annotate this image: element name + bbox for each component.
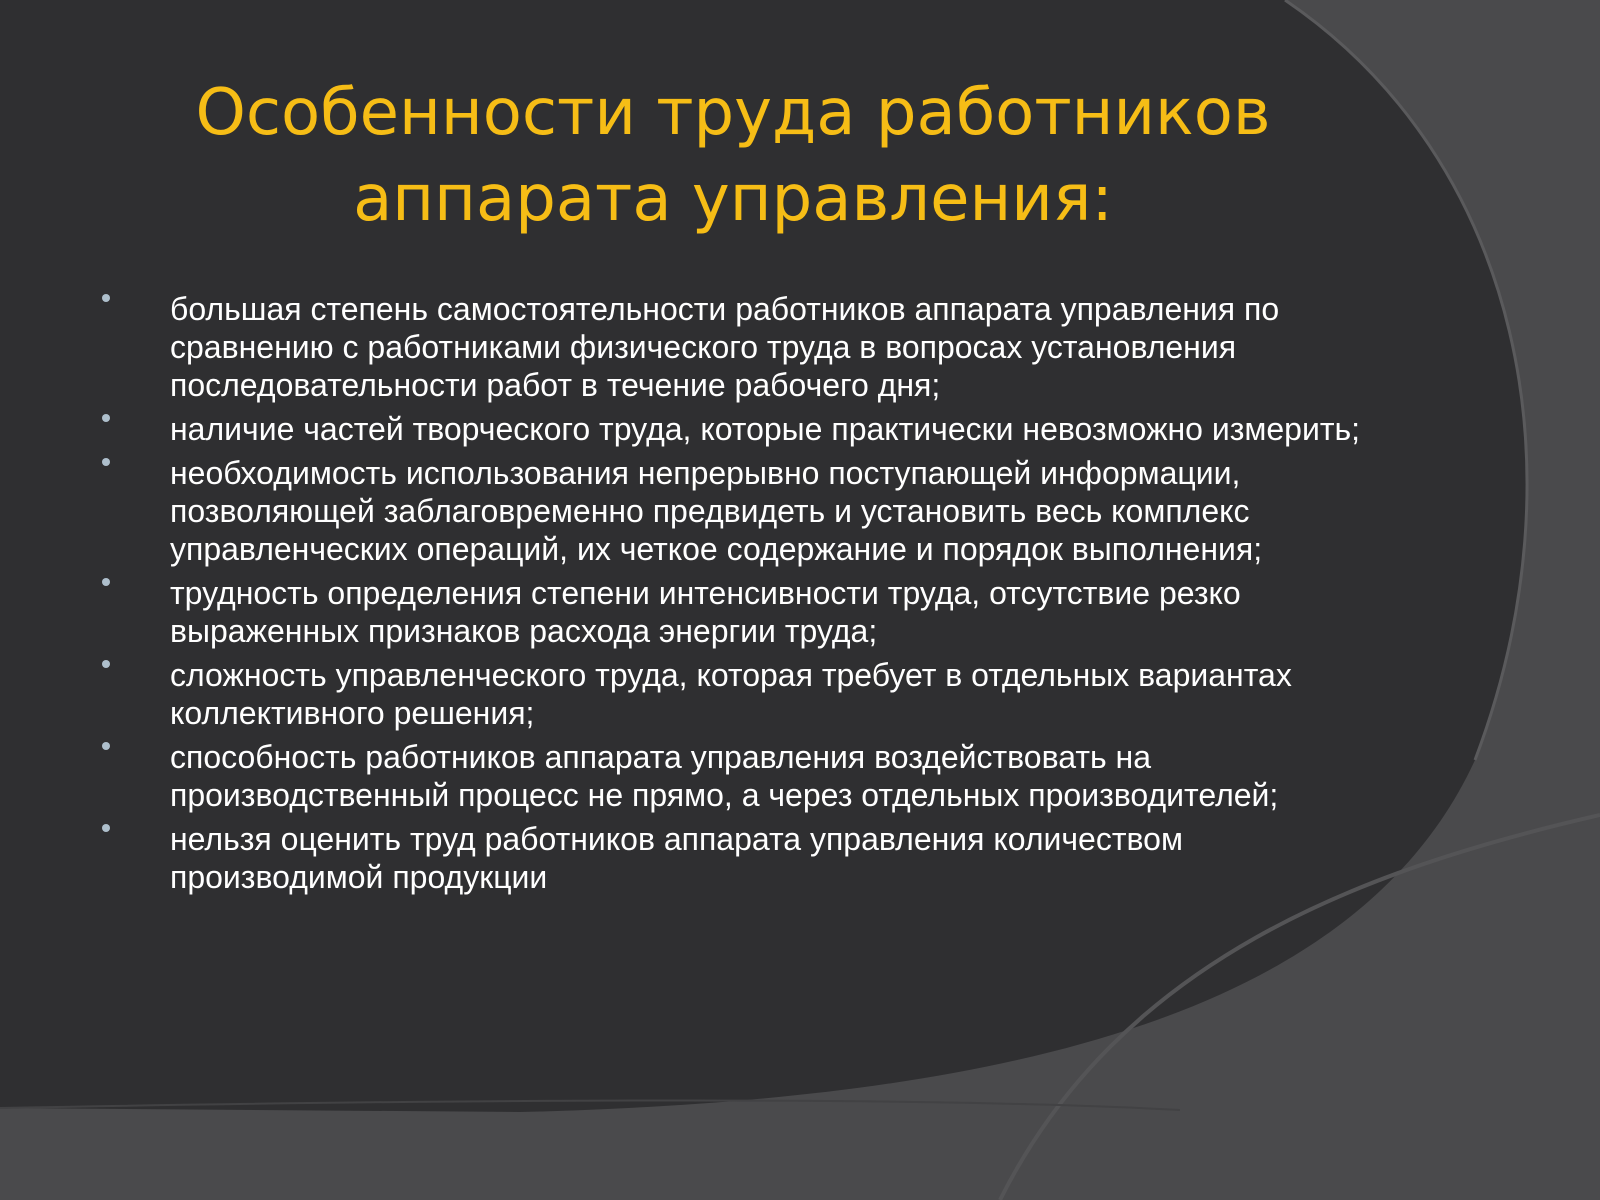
- list-item: [0, 454, 1380, 568]
- slide-title: [120, 70, 1346, 242]
- list-item: [0, 574, 1380, 650]
- list-item: [0, 410, 1380, 448]
- list-item-text: нельзя оценить труд работников аппарата управления количеством производимой продукции: [170, 821, 1183, 895]
- slide-title-line-1: Особенности труда работников: [195, 76, 1271, 150]
- list-item-text: наличие частей творческого труда, которые практически невозможно измерить;: [170, 411, 1361, 447]
- list-item-text: трудность определения степени интенсивности труда, отсутствие резко выраженных признаков расхода энергии труда;: [170, 575, 1241, 649]
- list-item: [0, 738, 1380, 814]
- bullet-list: [0, 290, 1600, 902]
- list-item: [0, 820, 1380, 896]
- list-item: [0, 656, 1380, 732]
- bullet-dot-icon: [102, 294, 110, 302]
- list-item-text: сложность управленческого труда, которая требует в отдельных вариантах коллективного решения;: [170, 657, 1292, 731]
- slide-title-line-2: аппарата управления:: [353, 162, 1113, 236]
- bullet-dot-icon: [102, 414, 110, 422]
- list-item: [0, 290, 1380, 404]
- list-item-text: способность работников аппарата управления воздействовать на производственный процесс не прямо, а через отдельных производителей;: [170, 739, 1279, 813]
- bullet-dot-icon: [102, 660, 110, 668]
- bullet-dot-icon: [102, 742, 110, 750]
- list-item-text: необходимость использования непрерывно поступающей информации, позволяющей заблаговременно предвидеть и установить весь комплекс управленческих операций, их четкое содержание и порядок выполнения;: [170, 455, 1263, 567]
- bullet-dot-icon: [102, 824, 110, 832]
- bullet-dot-icon: [102, 458, 110, 466]
- list-item-text: большая степень самостоятельности работников аппарата управления по сравнению с работниками физического труда в вопросах установления последовательности работ в течение рабочего дня;: [170, 291, 1280, 403]
- bullet-dot-icon: [102, 578, 110, 586]
